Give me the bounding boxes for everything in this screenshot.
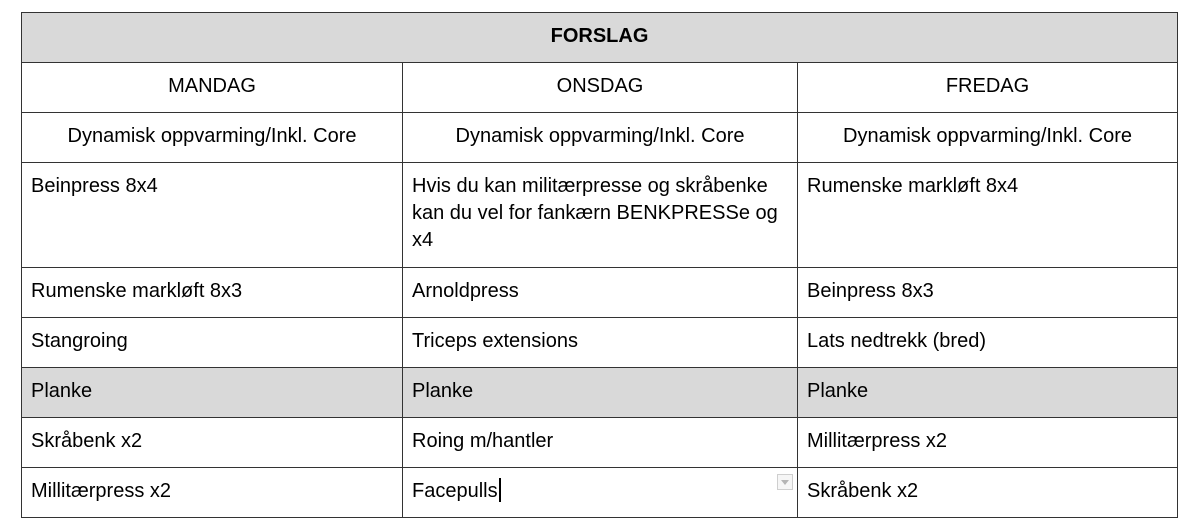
table-row xyxy=(22,468,1178,518)
exercise-cell[interactable]: Millitærpress x2 xyxy=(798,418,1178,468)
day-header-cell[interactable]: MANDAG xyxy=(22,63,403,113)
table-row xyxy=(22,318,1178,368)
exercise-cell[interactable]: Arnoldpress xyxy=(403,268,798,318)
table-row xyxy=(22,418,1178,468)
warmup-cell[interactable]: Dynamisk oppvarming/Inkl. Core xyxy=(403,113,798,163)
table-row xyxy=(22,268,1178,318)
day-header-cell[interactable]: ONSDAG xyxy=(403,63,798,113)
title-row xyxy=(22,13,1178,63)
exercise-cell[interactable]: Hvis du kan militærpresse og skråbenke kan du vel for fankærn BENKPRESSe og x4 xyxy=(403,163,798,268)
exercise-cell[interactable]: Planke xyxy=(798,368,1178,418)
exercise-cell[interactable]: Skråbenk x2 xyxy=(22,418,403,468)
table-row xyxy=(22,163,1178,268)
warmup-row xyxy=(22,113,1178,163)
day-header-cell[interactable]: FREDAG xyxy=(798,63,1178,113)
active-cell-text: Facepulls xyxy=(412,480,498,502)
exercise-cell[interactable]: Beinpress 8x4 xyxy=(22,163,403,268)
exercise-cell[interactable]: Rumenske markløft 8x4 xyxy=(798,163,1178,268)
exercise-cell[interactable]: Planke xyxy=(22,368,403,418)
chevron-down-icon[interactable] xyxy=(777,474,793,490)
text-cursor xyxy=(499,478,501,502)
exercise-cell[interactable]: Planke xyxy=(403,368,798,418)
workout-table xyxy=(21,12,1178,518)
active-cell[interactable] xyxy=(403,468,798,518)
exercise-cell[interactable]: Skråbenk x2 xyxy=(798,468,1178,518)
exercise-cell[interactable]: Rumenske markløft 8x3 xyxy=(22,268,403,318)
exercise-cell[interactable]: Millitærpress x2 xyxy=(22,468,403,518)
table-title[interactable]: FORSLAG xyxy=(22,13,1178,63)
exercise-cell[interactable]: Triceps extensions xyxy=(403,318,798,368)
exercise-cell[interactable]: Roing m/hantler xyxy=(403,418,798,468)
warmup-cell[interactable]: Dynamisk oppvarming/Inkl. Core xyxy=(798,113,1178,163)
exercise-cell[interactable]: Lats nedtrekk (bred) xyxy=(798,318,1178,368)
highlighted-row xyxy=(22,368,1178,418)
warmup-cell[interactable]: Dynamisk oppvarming/Inkl. Core xyxy=(22,113,403,163)
exercise-cell[interactable]: Stangroing xyxy=(22,318,403,368)
exercise-cell[interactable]: Beinpress 8x3 xyxy=(798,268,1178,318)
day-header-row xyxy=(22,63,1178,113)
